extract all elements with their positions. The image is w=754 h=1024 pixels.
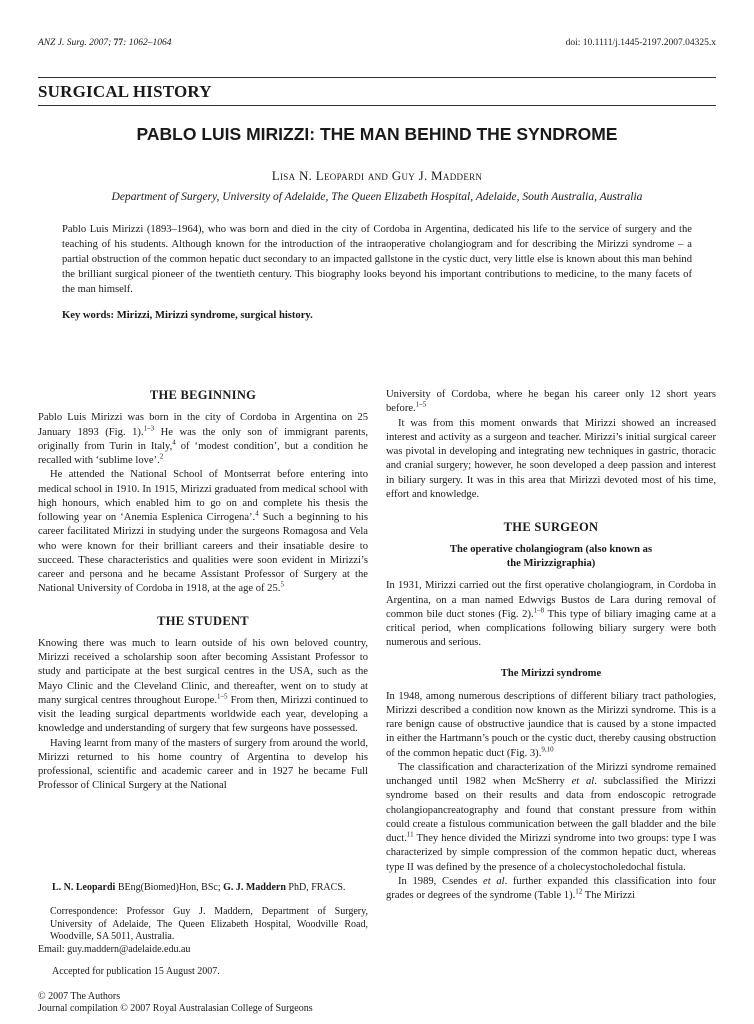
heading-the-surgeon: THE SURGEON	[503, 520, 599, 534]
journal-name: ANZ J. Surg.	[38, 38, 87, 48]
article-authors: Lisa N. Leopardi and Guy J. Maddern	[271, 168, 483, 183]
keywords	[62, 310, 692, 321]
journal-volume: 77	[113, 38, 124, 48]
correspondence-email: Email: guy.maddern@adelaide.edu.au	[38, 943, 191, 955]
heading-the-student: THE STUDENT	[157, 613, 249, 628]
moment-paragraph: It was from this moment onwards that Mirizzi showed an increased interest and activity as a surgeon and teacher. Mirizzi’s initial surgical career was pivotal in developing and integrating new techniques in gastric, thoracic and cranial surgery; however, he soon developed a deep passion and interest in biliary surgery. It was in this area that Mirizzi devoted most of his time, effort and knowledge.	[386, 417, 716, 500]
abstract: Pablo Luis Mirizzi (1893–1964), who was born and died in the city of Cordoba in Argentina, dedicated his life to the service of surgery and the teaching of his students. Although known for the introduction of the intraoperative cholangiogram and for describing the Mirizzi syndrome – a partial obstruction of the common hepatic duct secondary to an impacted gallstone in the cystic duct, very little else is known about this man behind the brilliant surgical pioneer of the twentieth century. This biography looks beyond his important contributions to medicine, to the many facets of the man himself.	[62, 224, 692, 296]
article-affiliation: Department of Surgery, University of Adelaide, The Queen Elizabeth Hospital, Adelaide, South Australia, Australia	[111, 191, 643, 203]
journal-year: 2007;	[86, 38, 114, 48]
correspondence-note	[38, 906, 368, 956]
continued-paragraph: University of Cordoba, where he began his career only 12 short years before.$^{1-5}$	[386, 389, 716, 415]
syndrome-paragraph-2: The classification and characterization of the Mirizzi syndrome remained unchanged until 1982 when McSherry et al. subclassified the Mirizzi syndrome based on their results and data from endoscopic retrograde cholangiopancreatography and found that constant pressure from within could create a fistulous communication between the gall bladder and the bile duct.$^{11}$ They hence divided the Mirizzi syndrome into two groups: type I was characterized by simple compression of the common hepatic duct, whereas type II was defined by the presence of a cholecystocholedochal fistula.	[386, 761, 716, 873]
syndrome-paragraph-3: In 1989, Csendes et al. further expanded this classification into four grades or degrees of the syndrome (Table 1).$^{12}$ The Mirizzi	[386, 875, 716, 901]
body-column-left	[38, 388, 368, 794]
keywords-label: Key words:	[62, 310, 115, 321]
subheading-operative-cholangiogram: The operative cholangiogram (also known as the Mirizzigraphia)	[449, 544, 653, 570]
accepted-date: Accepted for publication 15 August 2007.	[52, 966, 220, 977]
body-column-right	[386, 388, 716, 903]
keywords-text: Mirizzi, Mirizzi syndrome, surgical history.	[114, 310, 313, 321]
running-header-citation	[38, 38, 171, 48]
section-rule-bottom	[38, 105, 716, 106]
journal-pages: : 1062–1064	[123, 38, 172, 48]
beginning-paragraph-2: He attended the National School of Montserrat before entering into medical school in 1910. In 1915, Mirizzi graduated from medical school with high honours, which enabled him to go on and complete his thesis the following year on ‘Anemia Esplenica Cirrogena’.$^4$ Such a beginning to his career facilitated Mirizzi in studying under the surgeons Romagosa and Vela who were known for their brilliant careers and their insatiable desire to succeed. These characteristics and qualities were soon evident in Mirizzi’s career and persona and he became Assistant Professor of Surgery at the National University of Cordoba in 1918, at the age of 25.$^5$	[38, 469, 368, 595]
correspondence-address: Correspondence: Professor Guy J. Maddern, Department of Surgery, University of Adelaide, The Queen Elizabeth Hospital, Woodville Road, Woodville, SA 5011, Australia.	[50, 906, 368, 943]
syndrome-paragraph-1: In 1948, among numerous descriptions of different biliary tract pathologies, Mirizzi described a condition now known as the Mirizzi syndrome. This is a rare benign cause of obstructive jaundice that is caused by a stone impacted in either the Hartmann’s pouch or the cystic duct, thereby causing obstruction of the common hepatic duct (Fig. 3).$^{9,10}$	[386, 690, 716, 759]
student-paragraph-1: Knowing there was much to learn outside of his own beloved country, Mirizzi received a scholarship soon after becoming Assistant Professor to study and participate at the best surgical centres in the USA, such as the Mayo Clinic and the Cleveland Clinic, and thereafter, went on to study at many surgical centres throughout Europe.$^{1-5}$ From then, Mirizzi continued to visit the leading surgical departments worldwide each year, developing a knowledge and understanding of surgery that few surgeons have possessed.	[38, 637, 368, 735]
running-header-doi: doi: 10.1111/j.1445-2197.2007.04325.x	[565, 38, 716, 48]
copyright-notice: © 2007 The Authors Journal compilation © 2007 Royal Australasian College of Surgeons	[38, 991, 313, 1015]
student-paragraph-2: Having learnt from many of the masters of surgery from around the world, Mirizzi returned to his home country of Argentina to develop his professional, scientific and academic career and in 1927 he became Full Professor of Clinical Surgery at the National	[38, 737, 368, 792]
surgeon-paragraph-1: In 1931, Mirizzi carried out the first operative cholangiogram, in Cordoba in Argentina, on a man named Edwvigs Bustos de Lara during removal of common bile duct stones (Fig. 2).$^{1-8}$ This type of biliary imaging came at a critical period, when complications following biliary surgery were both numerous and serious.	[386, 580, 716, 649]
article-title: PABLO LUIS MIRIZZI: THE MAN BEHIND THE SYNDROME	[136, 124, 618, 144]
author-credentials: L. N. Leopardi BEng(Biomed)Hon, BSc; G. J. Maddern PhD, FRACS.	[52, 882, 346, 893]
beginning-paragraph-1: Pablo Luis Mirizzi was born in the city of Cordoba in Argentina on 25 January 1893 (Fig. 1).$^{1-3}$ He was the only son of immigrant parents, originally from Turin in Italy,$^4$ of ‘modest condition’, but a condition he recalled with ‘sublime love’.$^2$	[38, 412, 369, 466]
section-rule-top	[38, 77, 716, 78]
subheading-mirizzi-syndrome: The Mirizzi syndrome	[500, 667, 602, 679]
section-title: SURGICAL HISTORY	[38, 82, 212, 101]
heading-the-beginning: THE BEGINNING	[149, 388, 257, 402]
